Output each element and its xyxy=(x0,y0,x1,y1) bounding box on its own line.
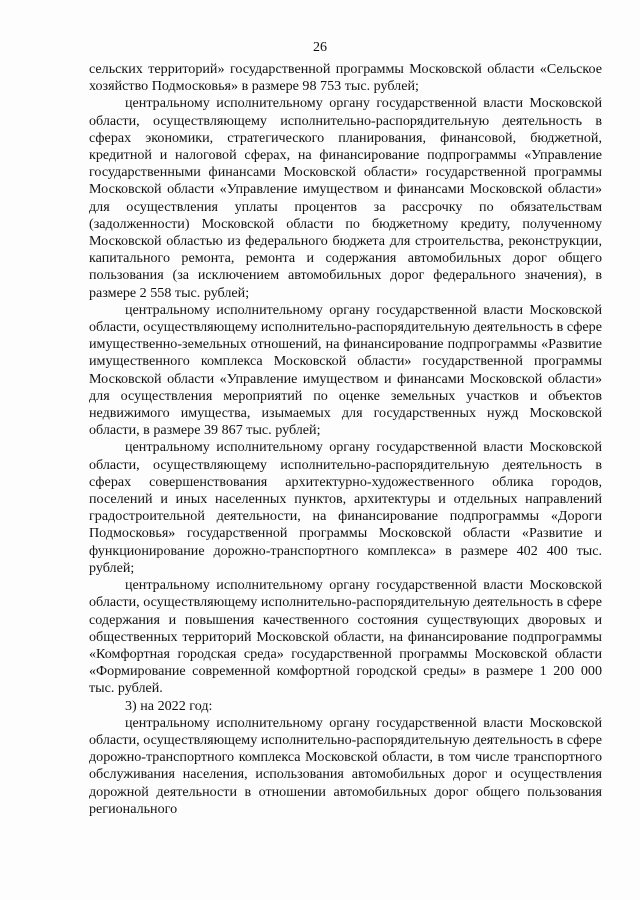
document-body xyxy=(89,61,602,818)
paragraph-1: сельских территорий» государственной программы Московской области «Сельское хозяйство Подмосковья» в размере 98 753 тыс. рублей; xyxy=(89,61,602,95)
paragraph-5: центральному исполнительному органу государственной власти Московской области, осуществляющему исполнительно-распорядительную деятельность в сфере содержания и повышения качественного состояния существующих дворовых и общественных территорий Московской области, на финансирование подпрограммы «Комфортная городская среда» государственной программы Московской области «Формирование современной комфортной городской среды» в размере 1 200 000 тыс. рублей. xyxy=(89,577,602,697)
paragraph-2: центральному исполнительному органу государственной власти Московской области, осуществляющему исполнительно-распорядительную деятельность в сферах экономики, стратегического планирования, финансовой, бюджетной, кредитной и налоговой сферах, на финансирование подпрограммы «Управление государственными финансами Московской области» государственной программы Московской области «Управление имуществом и финансами Московской области» для осуществления уплаты процентов за рассрочку по обязательствам (задолженности) Московской области по бюджетному кредиту, полученному Московской областью из федерального бюджета для строительства, реконструкции, капитального ремонта, ремонта и содержания автомобильных дорог общего пользования (за исключением автомобильных дорог федерального значения), в размере 2 558 тыс. рублей; xyxy=(89,95,602,301)
paragraph-3: центральному исполнительному органу государственной власти Московской области, осуществляющему исполнительно-распорядительную деятельность в сфере имущественно-земельных отношений, на финансирование подпрограммы «Развитие имущественного комплекса Московской области» государственной программы Московской области «Управление имуществом и финансами Московской области» для осуществления мероприятий по оценке земельных участков и объектов недвижимого имущества, изымаемых для государственных нужд Московской области, в размере 39 867 тыс. рублей; xyxy=(89,301,602,439)
paragraph-4: центральному исполнительному органу государственной власти Московской области, осуществляющему исполнительно-распорядительную деятельность в сферах совершенствования архитектурно-художественного облика городов, поселений и иных населенных пунктов, архитектуры и отдельных направлений градостроительной деятельности, на финансирование подпрограммы «Дороги Подмосковья» государственной программы Московской области «Развитие и функционирование дорожно-транспортного комплекса» в размере 402 400 тыс. рублей; xyxy=(89,439,602,576)
paragraph-7: центральному исполнительному органу государственной власти Московской области, осуществляющему исполнительно-распорядительную деятельность в сфере дорожно-транспортного комплекса Московской области, в том числе транспортного обслуживания населения, использования автомобильных дорог и осуществления дорожной деятельности в отношении автомобильных дорог общего пользования регионального xyxy=(89,714,602,817)
page-number: 26 xyxy=(313,40,327,55)
paragraph-6: 3) на 2022 год: xyxy=(125,697,213,714)
